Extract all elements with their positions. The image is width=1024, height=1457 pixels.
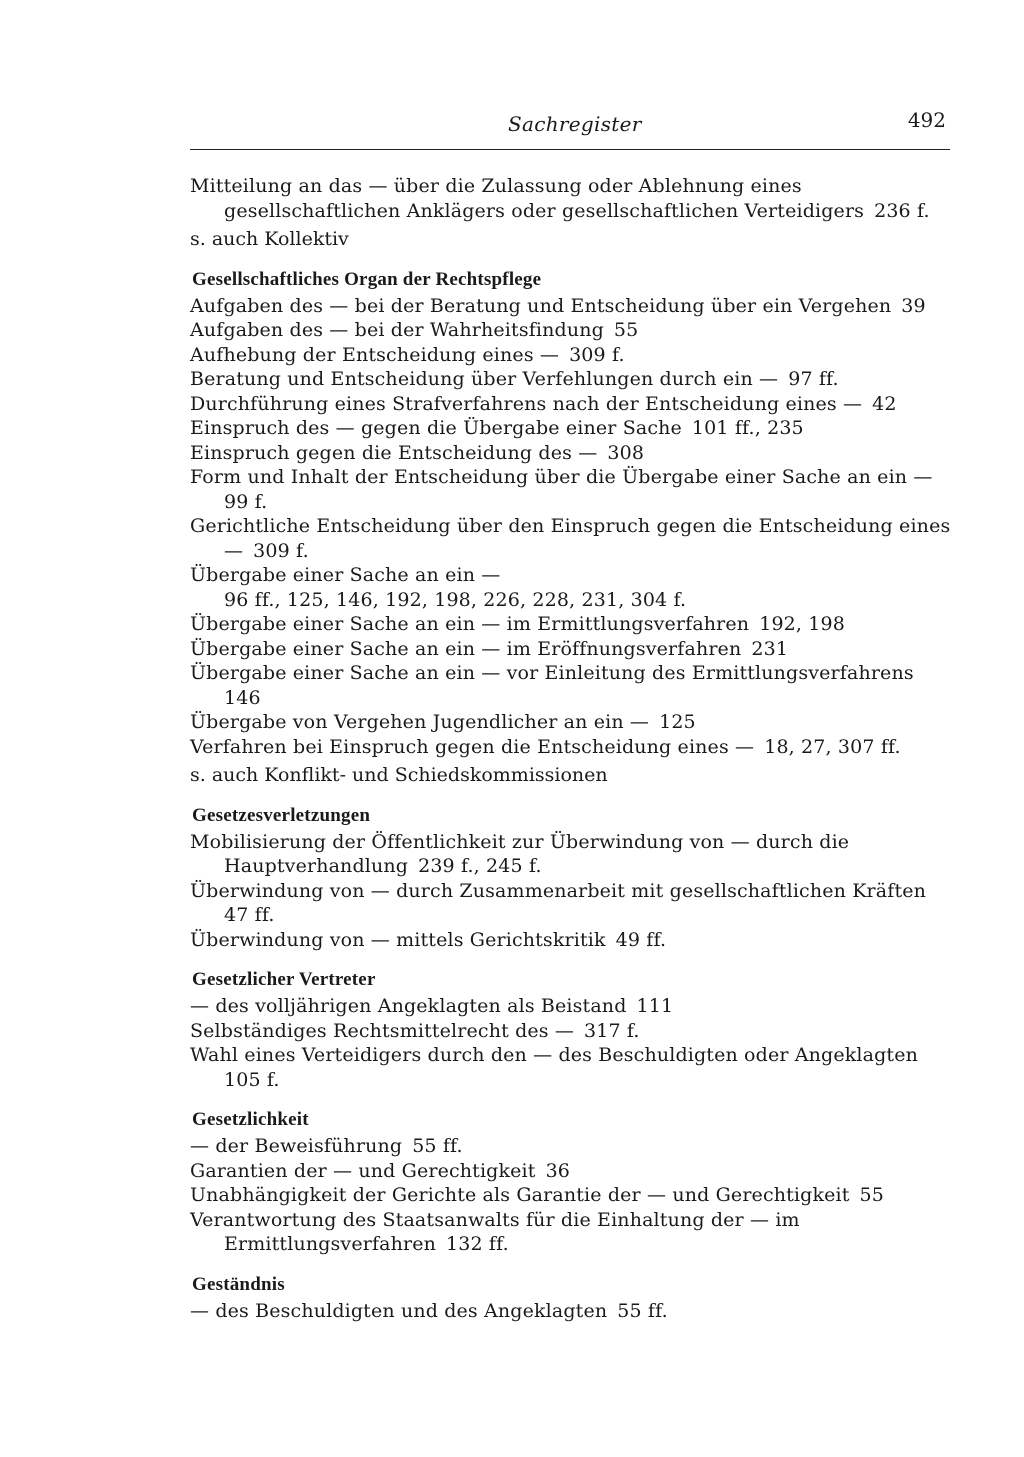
index-group (190, 268, 960, 788)
index-entry (190, 928, 960, 953)
index-entry (190, 441, 960, 466)
page-references: 308 (607, 441, 645, 464)
entry-text: Beratung und Entscheidung über Verfehlungen durch ein — (190, 368, 779, 390)
index-entry (190, 1159, 960, 1184)
entry-text: Verantwortung des Staatsanwalts für die Einhaltung der — im Ermittlungsverfahren (190, 1208, 800, 1255)
index-heading: Gesetzlicher Vertreter (192, 969, 376, 990)
index-entry (190, 1208, 960, 1257)
page-references: 146 (224, 686, 261, 709)
index-page (190, 100, 960, 1322)
index-entry (190, 416, 960, 441)
page-references: 101 ff., 235 (691, 417, 804, 439)
index-entry (190, 710, 960, 735)
page-references: 36 (545, 1159, 571, 1182)
entry-text: Übergabe einer Sache an ein — im Eröffnungsverfahren (190, 637, 742, 660)
entry-text: Mitteilung an das — über die Zulassung oder Ablehnung eines gesellschaftlichen Anklägers oder gesellschaftlichen Verteidigers (190, 175, 865, 222)
index-entry (190, 1183, 960, 1208)
index-entry (190, 174, 960, 223)
index-group (190, 1108, 960, 1257)
index-entry (190, 563, 960, 612)
page-references: 18, 27, 307 ff. (764, 735, 901, 758)
index-entry (190, 294, 960, 319)
see-also-reference: s. auch Konflikt- und Schiedskommissionen (190, 764, 608, 786)
page-references: 55 (859, 1184, 884, 1206)
page-references: 96 ff., 125, 146, 192, 198, 226, 228, 231, 304 f. (224, 588, 687, 611)
index-entry (190, 343, 960, 368)
index-heading: Gesetzesverletzungen (192, 804, 371, 826)
entry-text: Überwindung von — mittels Gerichtskritik (190, 928, 606, 951)
entry-text: Form und Inhalt der Entscheidung über die Übergabe einer Sache an ein — (190, 466, 933, 488)
index-entry (190, 1299, 960, 1324)
index-entry (190, 879, 960, 928)
entry-text: Einspruch gegen die Entscheidung des — (190, 441, 598, 464)
page-references: 55 ff. (412, 1135, 463, 1157)
index-entry (190, 1134, 960, 1159)
index-entry (190, 392, 960, 417)
index-entry (190, 637, 960, 662)
entry-text: Überwindung von — durch Zusammenarbeit mit gesellschaftlichen Kräften (190, 879, 927, 902)
entry-text: Mobilisierung der Öffentlichkeit zur Überwindung von — durch die Hauptverhandlung (190, 830, 850, 877)
page-references: 125 (659, 711, 696, 733)
page-references: 309 f. (253, 539, 309, 562)
entry-text: Garantien der — und Gerechtigkeit (190, 1159, 536, 1182)
entry-text: Wahl eines Verteidigers durch den — des Beschuldigten oder Angeklagten (190, 1044, 918, 1066)
page-references: 317 f. (584, 1019, 640, 1042)
index-entry (190, 994, 960, 1019)
index-entry (190, 318, 960, 343)
index-entry (190, 465, 960, 514)
index-group (190, 804, 960, 953)
page-references: 192, 198 (759, 613, 846, 635)
index-group (190, 968, 960, 1092)
index-entry (190, 1043, 960, 1092)
page-number: 492 (907, 108, 946, 132)
entry-text: Gerichtliche Entscheidung über den Einspruch gegen die Entscheidung eines — (190, 515, 951, 562)
page-references: 47 ff. (224, 904, 275, 926)
page-references: 42 (872, 392, 897, 415)
entry-text: Übergabe einer Sache an ein — (190, 564, 501, 586)
index-entry (190, 830, 960, 879)
entry-text: Verfahren bei Einspruch gegen die Entscheidung eines — (190, 735, 755, 758)
index-entry (190, 661, 960, 710)
index-entry (190, 367, 960, 392)
page-references: 309 f. (569, 343, 625, 366)
index-heading: Gesetzlichkeit (192, 1109, 309, 1130)
page-references: 39 (901, 294, 926, 317)
header-rule (190, 149, 950, 150)
page-references: 239 f., 245 f. (418, 855, 542, 877)
entry-text: Aufgaben des — bei der Wahrheitsfindung (190, 319, 604, 341)
index-heading: Geständnis (192, 1273, 285, 1295)
index-entries (190, 174, 960, 1339)
page-references: 55 ff. (617, 1299, 668, 1322)
page-references: 132 ff. (446, 1233, 509, 1255)
page-references: 111 (636, 995, 674, 1017)
index-entry (190, 1019, 960, 1044)
index-entry (190, 735, 960, 760)
page-references: 231 (751, 637, 789, 660)
page-references: 105 f. (224, 1068, 280, 1091)
entry-text: Übergabe von Vergehen Jugendlicher an ein — (190, 711, 650, 733)
continued-entry-group (190, 174, 960, 252)
index-entry (190, 514, 960, 563)
index-heading: Gesellschaftliches Organ der Rechtspflege (192, 268, 542, 290)
index-entry (190, 612, 960, 637)
entry-text: — der Beweisführung (190, 1135, 403, 1157)
entry-text: Selbständiges Rechtsmittelrecht des — (190, 1019, 575, 1042)
entry-text: Einspruch des — gegen die Übergabe einer Sache (190, 417, 682, 439)
entry-text: Aufgaben des — bei der Beratung und Entscheidung über ein Vergehen (190, 294, 892, 317)
running-title: Sachregister (508, 112, 642, 136)
entry-text: Aufhebung der Entscheidung eines — (190, 343, 560, 366)
index-group (190, 1273, 960, 1324)
entry-text: Durchführung eines Strafverfahrens nach der Entscheidung eines — (190, 392, 863, 415)
entry-text: Übergabe einer Sache an ein — im Ermittlungsverfahren (190, 613, 750, 635)
entry-text: Übergabe einer Sache an ein — vor Einleitung des Ermittlungsverfahrens (190, 662, 914, 684)
page-references: 236 f. (874, 199, 930, 222)
page-references: 49 ff. (615, 928, 667, 951)
page-references: 99 f. (224, 490, 268, 513)
page-references: 97 ff. (788, 368, 839, 390)
running-head (190, 100, 960, 140)
entry-text: — des Beschuldigten und des Angeklagten (190, 1299, 608, 1322)
see-also-reference: s. auch Kollektiv (190, 228, 349, 250)
page-references: 55 (613, 319, 639, 341)
entry-text: Unabhängigkeit der Gerichte als Garantie der — und Gerechtigkeit (190, 1184, 850, 1206)
entry-text: — des volljährigen Angeklagten als Beistand (190, 995, 627, 1017)
